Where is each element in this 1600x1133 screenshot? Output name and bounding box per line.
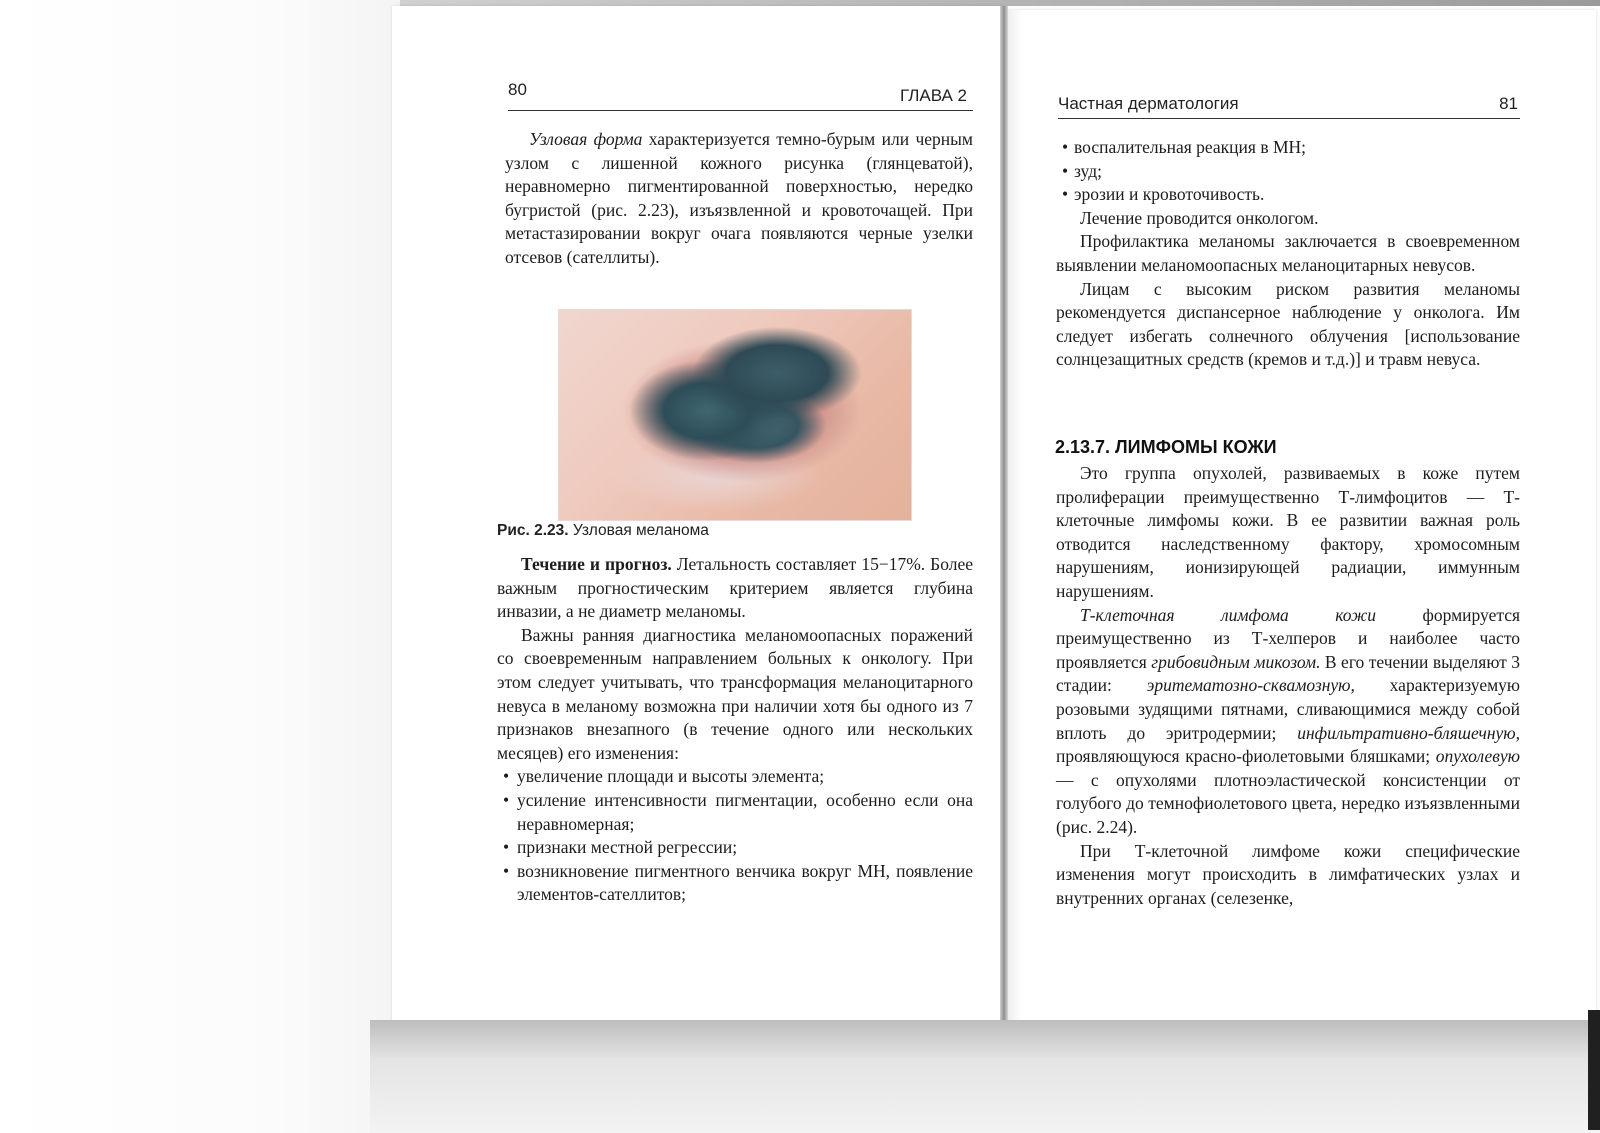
- left-page-number: 80: [508, 80, 527, 99]
- nodular-form-text: характеризуется темно-бурым или черным узлом с лишенной кожного рисунка (глянцеватой), неравномерно пигментированной поверхностью, нередко бугристой (рис. 2.23), изъязвленной и кровоточащей. При метастазировании вокруг очага появляются черные узелки отсевов (сателлиты).: [505, 129, 973, 267]
- list-item: • возникновение пигментного венчика вокруг МН, появление элементов-сателлитов;: [497, 860, 973, 907]
- right-running-head: [1058, 90, 1520, 119]
- tcell-text-1: формируется преимущественно из Т-хелперов и наиболее часто проявляется: [1056, 604, 1521, 672]
- nodular-form-paragraph: [505, 128, 973, 270]
- list-item: • эрозии и кровоточивость.: [1056, 183, 1520, 207]
- tcell-text-3: характеризуемую розовыми зудящими пятнами, сливающимися между собой вплоть до эритродермии;: [1056, 675, 1520, 743]
- mycosis-term: грибовидным микозом.: [1151, 651, 1321, 672]
- list-item: • зуд;: [1056, 160, 1520, 184]
- list-item: • признаки местной регрессии;: [497, 836, 973, 860]
- stage2-term: инфильтративно-бляшечную,: [1297, 722, 1520, 743]
- scan-background: [0, 0, 400, 1133]
- lymphoma-intro: Это группа опухолей, развиваемых в коже путем пролиферации преимущественно Т-лимфоцитов — Т-клеточные лимфомы кожи. В ее развитии важная роль отводится наследственному фактору, хромосомным нарушениям, ионизирующей радиации, иммунным нарушениям.: [1056, 463, 1520, 601]
- stage3-term: опухолевую: [1435, 746, 1520, 767]
- list-item: • воспалительная реакция в МН;: [1056, 136, 1520, 160]
- left-chapter-title: ГЛАВА 2: [899, 86, 967, 105]
- stage1-term: эритематозно-сквамозную,: [1146, 675, 1355, 696]
- scanner-bed-edge: [370, 1020, 1600, 1133]
- list-item: • усиление интенсивности пигментации, особенно если она неравномерная;: [497, 789, 973, 836]
- figure-label: Рис. 2.23.: [497, 522, 569, 539]
- right-section-title: Частная дерматология: [1058, 94, 1239, 113]
- final-paragraph: При Т-клеточной лимфоме кожи специфические изменения могут происходить в лимфатических узлах и внутренних органах (селезенке,: [1056, 840, 1520, 908]
- signs-list: [497, 765, 973, 907]
- tcell-paragraph: [1056, 604, 1520, 840]
- left-running-head: [508, 82, 973, 111]
- scanner-dark-corner: [1588, 1010, 1600, 1130]
- tcell-text-5: — с опухолями плотноэластической консистенции от голубого до темнофиолетового цвета, нередко изъязвленными (рис. 2.24).: [1056, 769, 1520, 837]
- course-text: Летальность составляет 15−17%. Более важным прогностическим критерием является глубина инвазии, а не диаметр меланомы.: [497, 554, 973, 622]
- section-heading: 2.13.7. ЛИМФОМЫ КОЖИ: [1055, 437, 1277, 457]
- right-page-number: 81: [1499, 94, 1518, 113]
- risk-group-paragraph: Лицам с высоким риском развития меланомы рекомендуется диспансерное наблюдение у онколога. Им следует избегать солнечного облучения [использование солнцезащитных средств (кремов и т.д.)] и травм невуса.: [1056, 278, 1520, 370]
- diagnostics-paragraph: Важны ранняя диагностика меланомоопасных поражений со своевременным направлением больных к онкологу. При этом следует учитывать, что трансформация меланоцитарного невуса в меланому возможна при наличии хотя бы одного из 7 признаков внезапного (в течение одного или нескольких месяцев) его изменения:: [497, 624, 973, 763]
- treatment-paragraph: Лечение проводится онкологом.: [1080, 207, 1319, 228]
- figure-title: Узловая меланома: [568, 522, 709, 539]
- nodular-form-term: Узловая форма: [529, 129, 643, 149]
- prevention-paragraph: Профилактика меланомы заключается в своевременном выявлении меланомоопасных меланоцитарных невусов.: [1056, 231, 1520, 275]
- melanoma-photo: [558, 309, 912, 521]
- course-heading: Течение и прогноз.: [521, 554, 672, 574]
- left-bottom-text: [497, 553, 973, 907]
- figure-caption: [497, 522, 973, 540]
- lymphoma-text: [1056, 462, 1520, 910]
- right-top-text: [1056, 136, 1520, 372]
- tcell-text-4: проявляющуюся красно-фиолетовыми бляшками;: [1056, 746, 1436, 767]
- signs-list-continued: [1056, 136, 1520, 207]
- list-item: • увеличение площади и высоты элемента;: [497, 765, 973, 789]
- tcell-text-2: В его течении выделяют 3 стадии:: [1056, 651, 1521, 696]
- tcell-term: Т-клеточная лимфома кожи: [1080, 604, 1377, 625]
- book-gutter: [1000, 6, 1008, 1030]
